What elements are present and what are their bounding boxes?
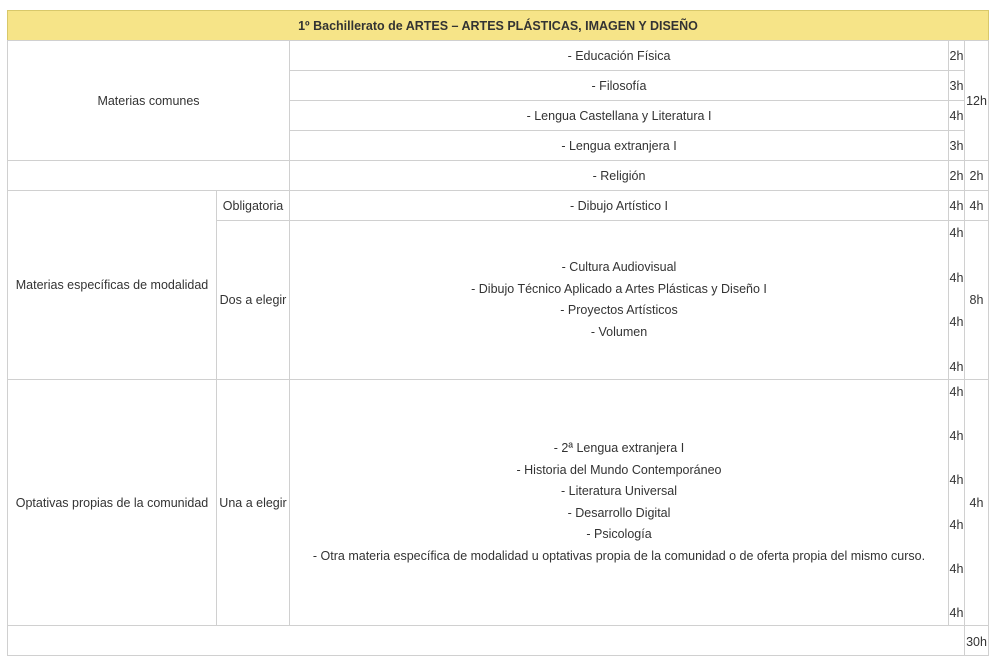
subject-cell	[289, 190, 949, 221]
subject-name: - Lengua Castellana y Literatura I	[526, 108, 712, 123]
subject-name: - Volumen	[590, 324, 648, 339]
hours-cell	[948, 160, 965, 191]
total-hours-value: 12h	[966, 93, 987, 108]
total-hours-value: 2h	[969, 168, 984, 183]
total-hours-value: 8h	[969, 293, 984, 307]
hours-value: 4h	[949, 605, 964, 620]
hours-value: 4h	[949, 429, 964, 444]
subject-name: - Lengua extranjera I	[561, 138, 677, 153]
total-hours-cell	[964, 379, 989, 626]
subcategory-cell	[216, 379, 290, 626]
subject-name: - Proyectos Artísticos	[560, 303, 678, 317]
subject-name: - Desarrollo Digital	[567, 505, 671, 520]
total-hours-cell	[964, 220, 989, 380]
total-hours-cell	[964, 40, 989, 161]
category-optativas	[7, 379, 217, 626]
hours-value: 4h	[949, 561, 964, 576]
subcategory-label: Una a elegir	[219, 495, 287, 510]
hours-value: 4h	[949, 198, 964, 213]
subject-cell	[289, 130, 949, 161]
subject-name: - Cultura Audiovisual	[561, 260, 677, 274]
hours-cell	[948, 100, 965, 131]
category-label: Materias específicas de modalidad	[15, 278, 209, 292]
subcategory-cell	[216, 190, 290, 221]
hours-value: 4h	[949, 315, 964, 330]
hours-value: 4h	[949, 473, 964, 488]
category-materias-especificas	[7, 190, 217, 380]
subject-cell	[289, 160, 949, 191]
subject-cell	[289, 100, 949, 131]
table-title	[7, 10, 989, 41]
subcategory-label: Obligatoria	[222, 198, 284, 213]
hours-list-cell	[948, 379, 965, 626]
subject-name: - Otra materia específica de modalidad u optativas propia de la comunidad o de oferta propia del mismo curso.	[312, 548, 926, 563]
subject-name: - Dibujo Técnico Aplicado a Artes Plásticas y Diseño I	[471, 281, 767, 296]
subject-name: - Educación Física	[567, 48, 671, 63]
hours-cell	[948, 190, 965, 221]
hours-value: 2h	[949, 168, 964, 183]
hours-cell	[948, 70, 965, 101]
hours-value: 4h	[949, 226, 964, 240]
subject-cell	[289, 70, 949, 101]
subject-name: - Filosofía	[591, 78, 647, 93]
hours-value: 4h	[949, 270, 964, 285]
grand-total-value: 30h	[966, 635, 987, 649]
hours-value: 2h	[949, 48, 964, 63]
subject-list-cell	[289, 379, 949, 626]
subcategory-label: Dos a elegir	[219, 293, 287, 307]
subject-name: - Dibujo Artístico I	[570, 198, 668, 213]
subject-name: - Literatura Universal	[560, 484, 677, 498]
hours-cell	[948, 40, 965, 71]
subject-name: - Historia del Mundo Contemporáneo	[516, 462, 722, 477]
hours-value: 4h	[949, 359, 964, 374]
grand-total-cell	[964, 625, 989, 656]
subject-name: - 2ª Lengua extranjera I	[553, 441, 685, 455]
subject-name: - Religión	[592, 168, 646, 183]
hours-value: 3h	[949, 78, 964, 93]
total-hours-value: 4h	[969, 198, 984, 213]
subject-cell	[289, 40, 949, 71]
empty-cell	[7, 625, 965, 656]
category-materias-comunes	[7, 40, 290, 161]
hours-cell	[948, 130, 965, 161]
subject-list-cell	[289, 220, 949, 380]
empty-cell	[7, 160, 290, 191]
category-label: Optativas propias de la comunidad	[15, 495, 209, 510]
total-hours-cell	[964, 190, 989, 221]
hours-list-cell	[948, 220, 965, 380]
total-hours-cell	[964, 160, 989, 191]
hours-value: 4h	[949, 385, 964, 399]
subject-name: - Psicología	[586, 527, 652, 541]
total-hours-value: 4h	[969, 495, 984, 510]
table-title-text: 1º Bachillerato de ARTES – ARTES PLÁSTICAS, IMAGEN Y DISEÑO	[298, 18, 698, 33]
hours-value: 4h	[949, 108, 964, 123]
hours-value: 3h	[949, 138, 964, 153]
hours-value: 4h	[949, 517, 964, 532]
subcategory-cell	[216, 220, 290, 380]
category-label: Materias comunes	[97, 93, 200, 108]
